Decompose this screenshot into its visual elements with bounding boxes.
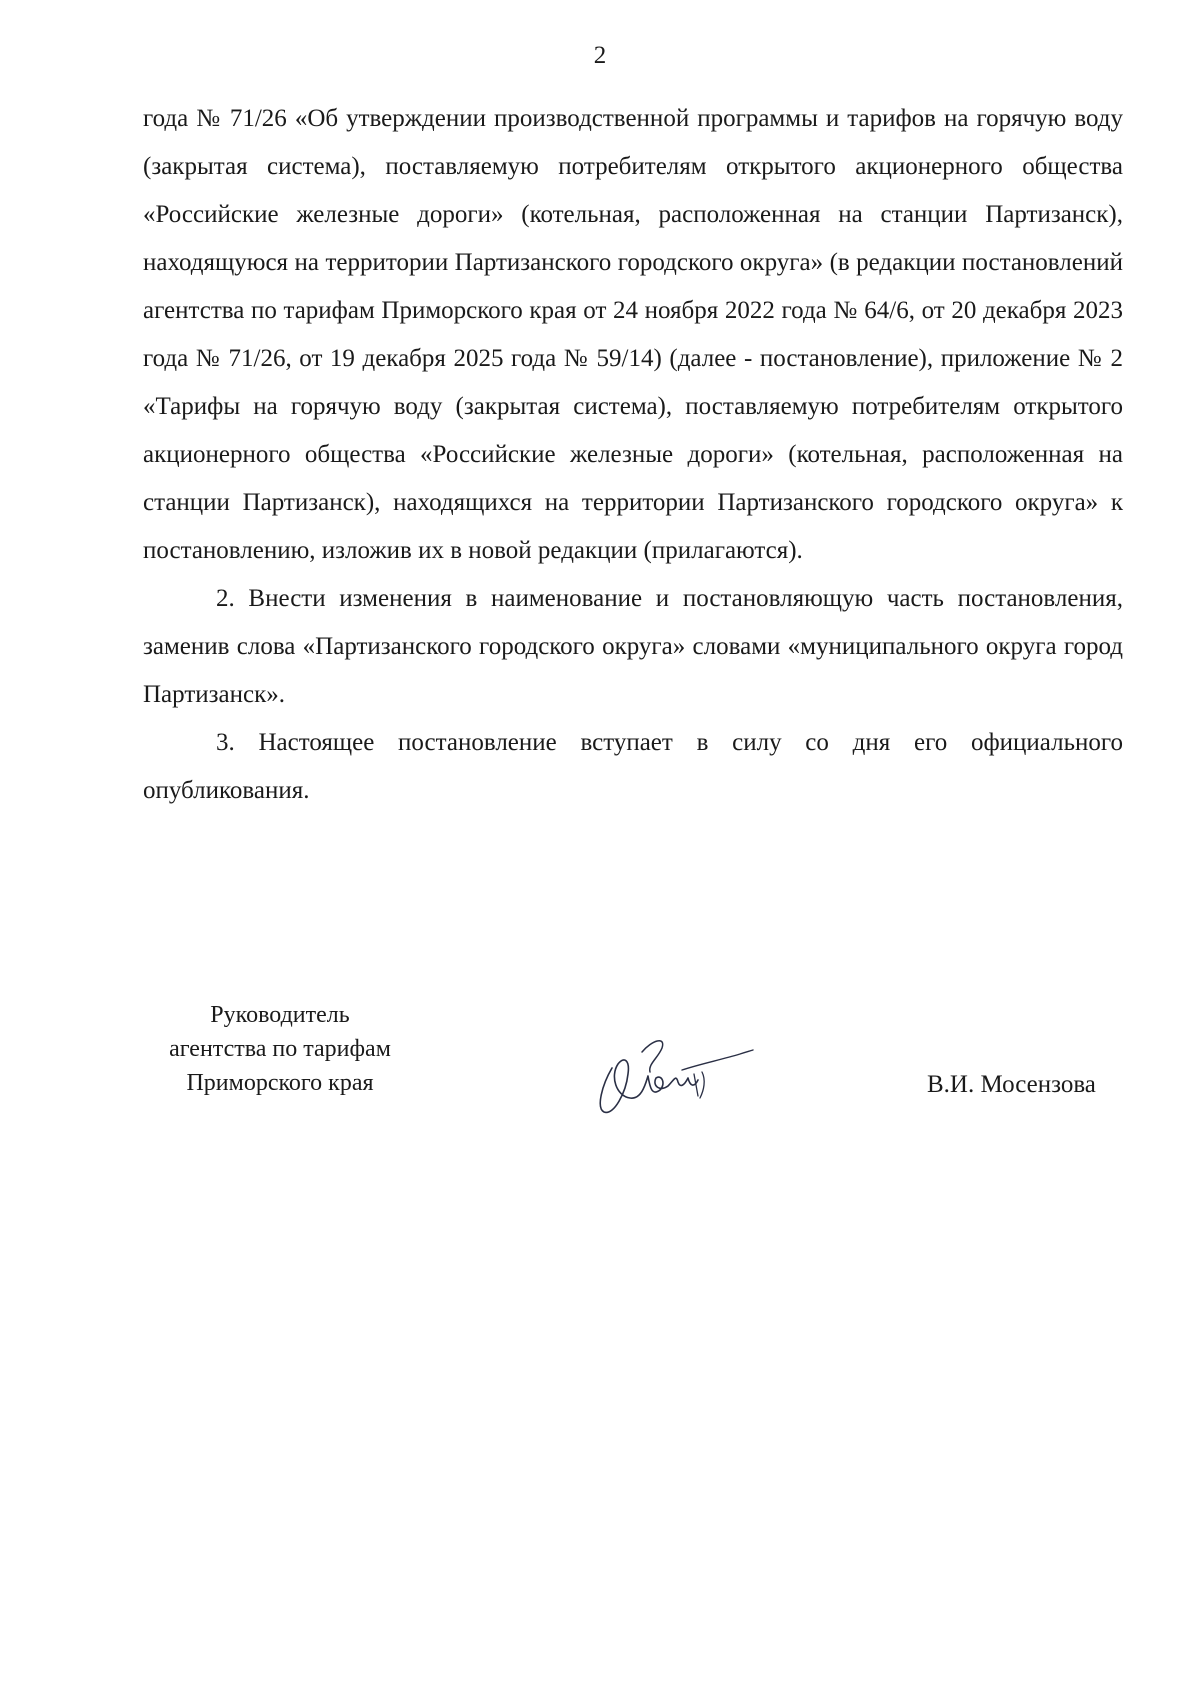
paragraph-item-3: 3. Настоящее постановление вступает в силу со дня его официального опубликования. <box>143 729 1123 804</box>
signatory-position <box>135 998 425 1100</box>
signatory-position-line: Руководитель <box>210 1002 350 1028</box>
signatory-position-line: Приморского края <box>186 1070 374 1096</box>
signatory-name: В.И. Мосензова <box>927 1071 1096 1098</box>
paragraph-continuation: года № 71/26 «Об утверждении производственной программы и тарифов на горячую воду (закрытая система), поставляемую потребителям открытого акционерного общества «Российские железные дороги» (котельная, расположенная на станции Партизанск), находящуюся на территории Партизанского городского округа» (в редакции постановлений агентства по тарифам Приморского края от 24 ноября 2022 года № 64/6, от 20 декабря 2023 года № 71/26, от 19 декабря 2025 года № 59/14) (далее - постановление), приложение № 2 «Тарифы на горячую воду (закрытая система), поставляемую потребителям открытого акционерного общества «Российские железные дороги» (котельная, расположенная на станции Партизанск), находящихся на территории Партизанского городского округа» к постановлению, изложив их в новой редакции (прилагаются). <box>143 105 1123 564</box>
handwritten-signature-icon <box>590 1030 760 1120</box>
signatory-position-line: агентства по тарифам <box>169 1036 391 1062</box>
paragraph-item-2: 2. Внести изменения в наименование и постановляющую часть постановления, заменив слова «Партизанского городского округа» словами «муниципального округа город Партизанск». <box>143 585 1123 708</box>
page-number: 2 <box>593 42 607 69</box>
document-body <box>143 95 1123 815</box>
